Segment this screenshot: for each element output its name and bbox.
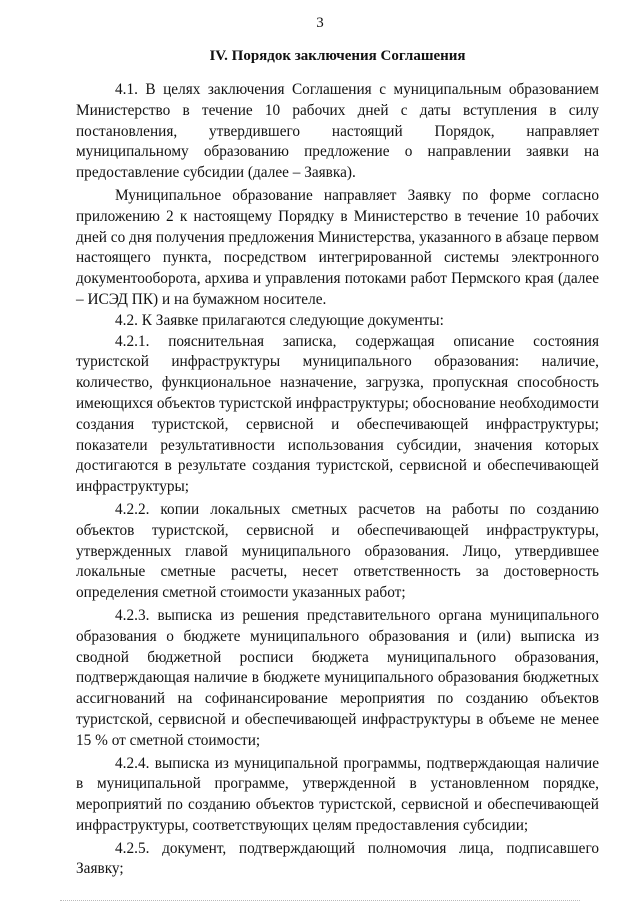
paragraph-4-1: 4.1. В целях заключения Соглашения с муниципальным образованием Министерство в течение 10 рабочих дней с даты вступления в силу постановления, утвердившего настоящий Порядок, направляет муниципальному образованию предложение о направлении заявки на предоставление субсидии (далее – Заявка).: [76, 81, 599, 182]
paragraph-4-2-5: 4.2.5. документ, подтверждающий полномочия лица, подписавшего Заявку;: [76, 839, 599, 878]
paragraph-4-2-3: 4.2.3. выписка из решения представительного органа муниципального образования о бюджете муниципального образования и (или) выписка из сводной бюджетной росписи бюджета муниципального образования, подтверждающая наличие в бюджете муниципального образования бюджетных ассигнований на софинансирование мероприятия по созданию объектов туристской, сервисной и обеспечивающей инфраструктуры в объеме не менее 15 % от сметной стоимости;: [76, 606, 599, 749]
document-body: [76, 80, 599, 880]
paragraph-4-2-2: 4.2.2. копии локальных сметных расчетов на работы по созданию объектов туристской, сервисной и обеспечивающей инфраструктуры, утвержденных главой муниципального образования. Лицо, утвердившее локальные сметные расчеты, несет ответственность за достоверность определения сметной стоимости указанных работ;: [76, 500, 599, 602]
page-number: 3: [316, 15, 324, 31]
paragraph-4-2-1: 4.2.1. пояснительная записка, содержащая описание состояния туристской инфраструктуры муниципального образования: наличие, количество, функциональное назначение, загрузка, пропускная способность имеющихся объектов туристской инфраструктуры; обоснование необходимости создания туристской, сервисной и обеспечивающей инфраструктуры; показатели результативности использования субсидии, значения которых достигаются в результате создания туристской, сервисной и обеспечивающей инфраструктуры;: [76, 332, 599, 496]
paragraph-municipal-application: Муниципальное образование направляет Заявку по форме согласно приложению 2 к настоящему Порядку в Министерство в течение 10 рабочих дней со дня получения предложения Министерства, указанного в абзаце первом настоящего пункта, посредством интегрированной системы электронного документооборота, архива и управления потоками работ Пермского края (далее – ИСЭД ПК) и на бумажном носителе.: [76, 186, 599, 308]
paragraph-4-2: 4.2. К Заявке прилагаются следующие документы:: [115, 311, 444, 329]
section-title: IV. Порядок заключения Соглашения: [209, 48, 466, 64]
paragraph-4-2-4: 4.2.4. выписка из муниципальной программы, подтверждающая наличие в муниципальной программе, утвержденной в установленном порядке, мероприятий по созданию объектов туристской, сервисной и обеспечивающей инфраструктуры, соответствующих целям предоставления субсидии;: [76, 754, 599, 834]
page-bottom-rule: [60, 900, 580, 901]
